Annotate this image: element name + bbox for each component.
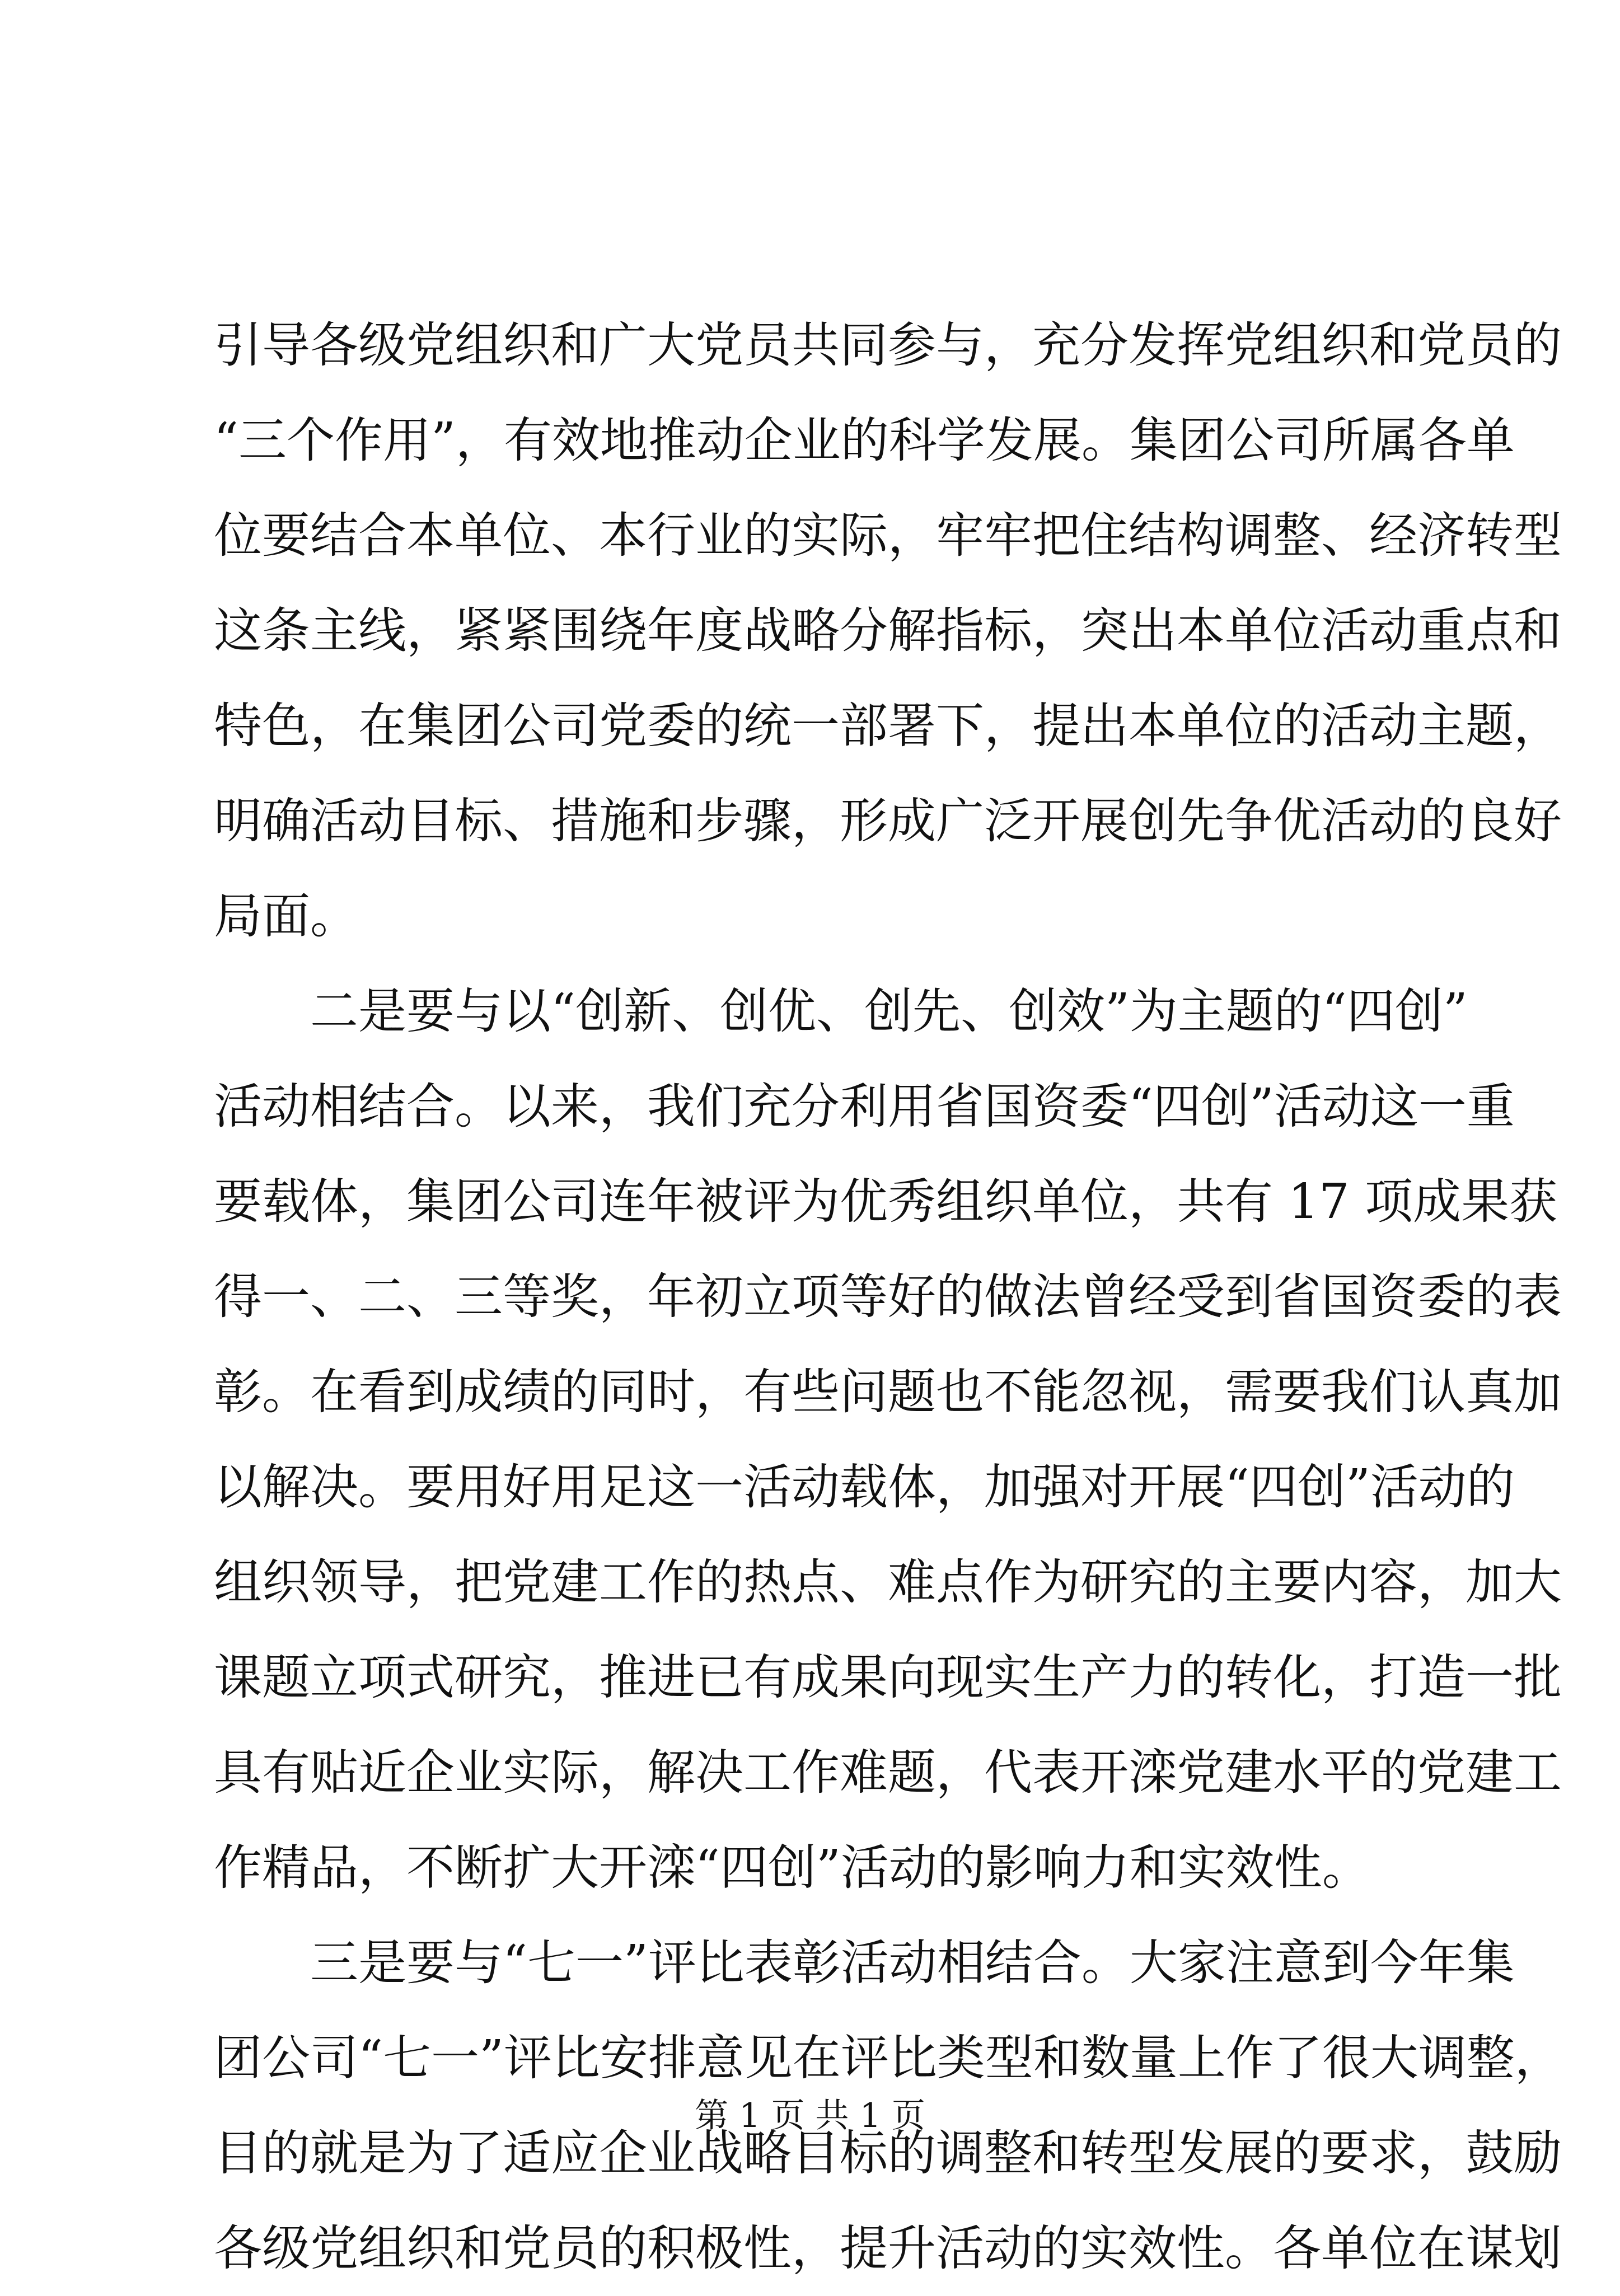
text-line: 作精品，不断扩大开滦“四创”活动的影响力和实效性。	[214, 1840, 1370, 1896]
text-line: 明确活动目标、措施和步骤，形成广泛开展创先争优活动的良好	[214, 793, 1562, 849]
text-line: 各级党组织和党员的积极性，提升活动的实效性。各单位在谋划	[214, 2220, 1562, 2276]
text-line: 位要结合本单位、本行业的实际，牢牢把住结构调整、经济转型	[214, 508, 1562, 564]
document-body	[214, 298, 1563, 2296]
text-line: “三个作用”，有效地推动企业的科学发展。集团公司所属各单	[214, 413, 1515, 468]
text-line: 活动相结合。以来，我们充分利用省国资委“四创”活动这一重	[214, 1079, 1515, 1135]
text-line: 得一、二、三等奖，年初立项等好的做法曾经受到省国资委的表	[214, 1269, 1562, 1325]
paragraph-1	[214, 298, 1562, 964]
page-number-label: 第 1 页 共 1 页	[695, 2096, 925, 2135]
text-line: 目的就是为了适应企业战略目标的调整和转型发展的要求，鼓励	[214, 2125, 1562, 2181]
text-line: 二是要与以“创新、创优、创先、创效”为主题的“四创”	[214, 983, 1468, 1039]
text-line: 具有贴近企业实际，解决工作难题，代表开滦党建水平的党建工	[214, 1745, 1562, 1801]
text-line: 三是要与“七一”评比表彰活动相结合。大家注意到今年集	[214, 1935, 1515, 1991]
paragraph-2	[214, 964, 1562, 1915]
text-line: 特色，在集团公司党委的统一部署下，提出本单位的活动主题，	[214, 698, 1562, 754]
text-line: 要载体，集团公司连年被评为优秀组织单位，共有 17 项成果获	[214, 1174, 1558, 1230]
text-line: 以解决。要用好用足这一活动载体，加强对开展“四创”活动的	[214, 1459, 1515, 1515]
page-footer	[0, 2093, 1620, 2138]
text-line: 这条主线，紧紧围绕年度战略分解指标，突出本单位活动重点和	[214, 603, 1562, 659]
text-line: 局面。	[214, 888, 358, 944]
text-line: 课题立项式研究，推进已有成果向现实生产力的转化，打造一批	[214, 1650, 1562, 1705]
text-line: 团公司“七一”评比安排意见在评比类型和数量上作了很大调整，	[214, 2030, 1563, 2086]
text-line: 引导各级党组织和广大党员共同参与，充分发挥党组织和党员的	[214, 317, 1562, 373]
text-line: 组织领导，把党建工作的热点、难点作为研究的主要内容，加大	[214, 1554, 1562, 1610]
text-line: 彰。在看到成绩的同时，有些问题也不能忽视，需要我们认真加	[214, 1364, 1562, 1420]
